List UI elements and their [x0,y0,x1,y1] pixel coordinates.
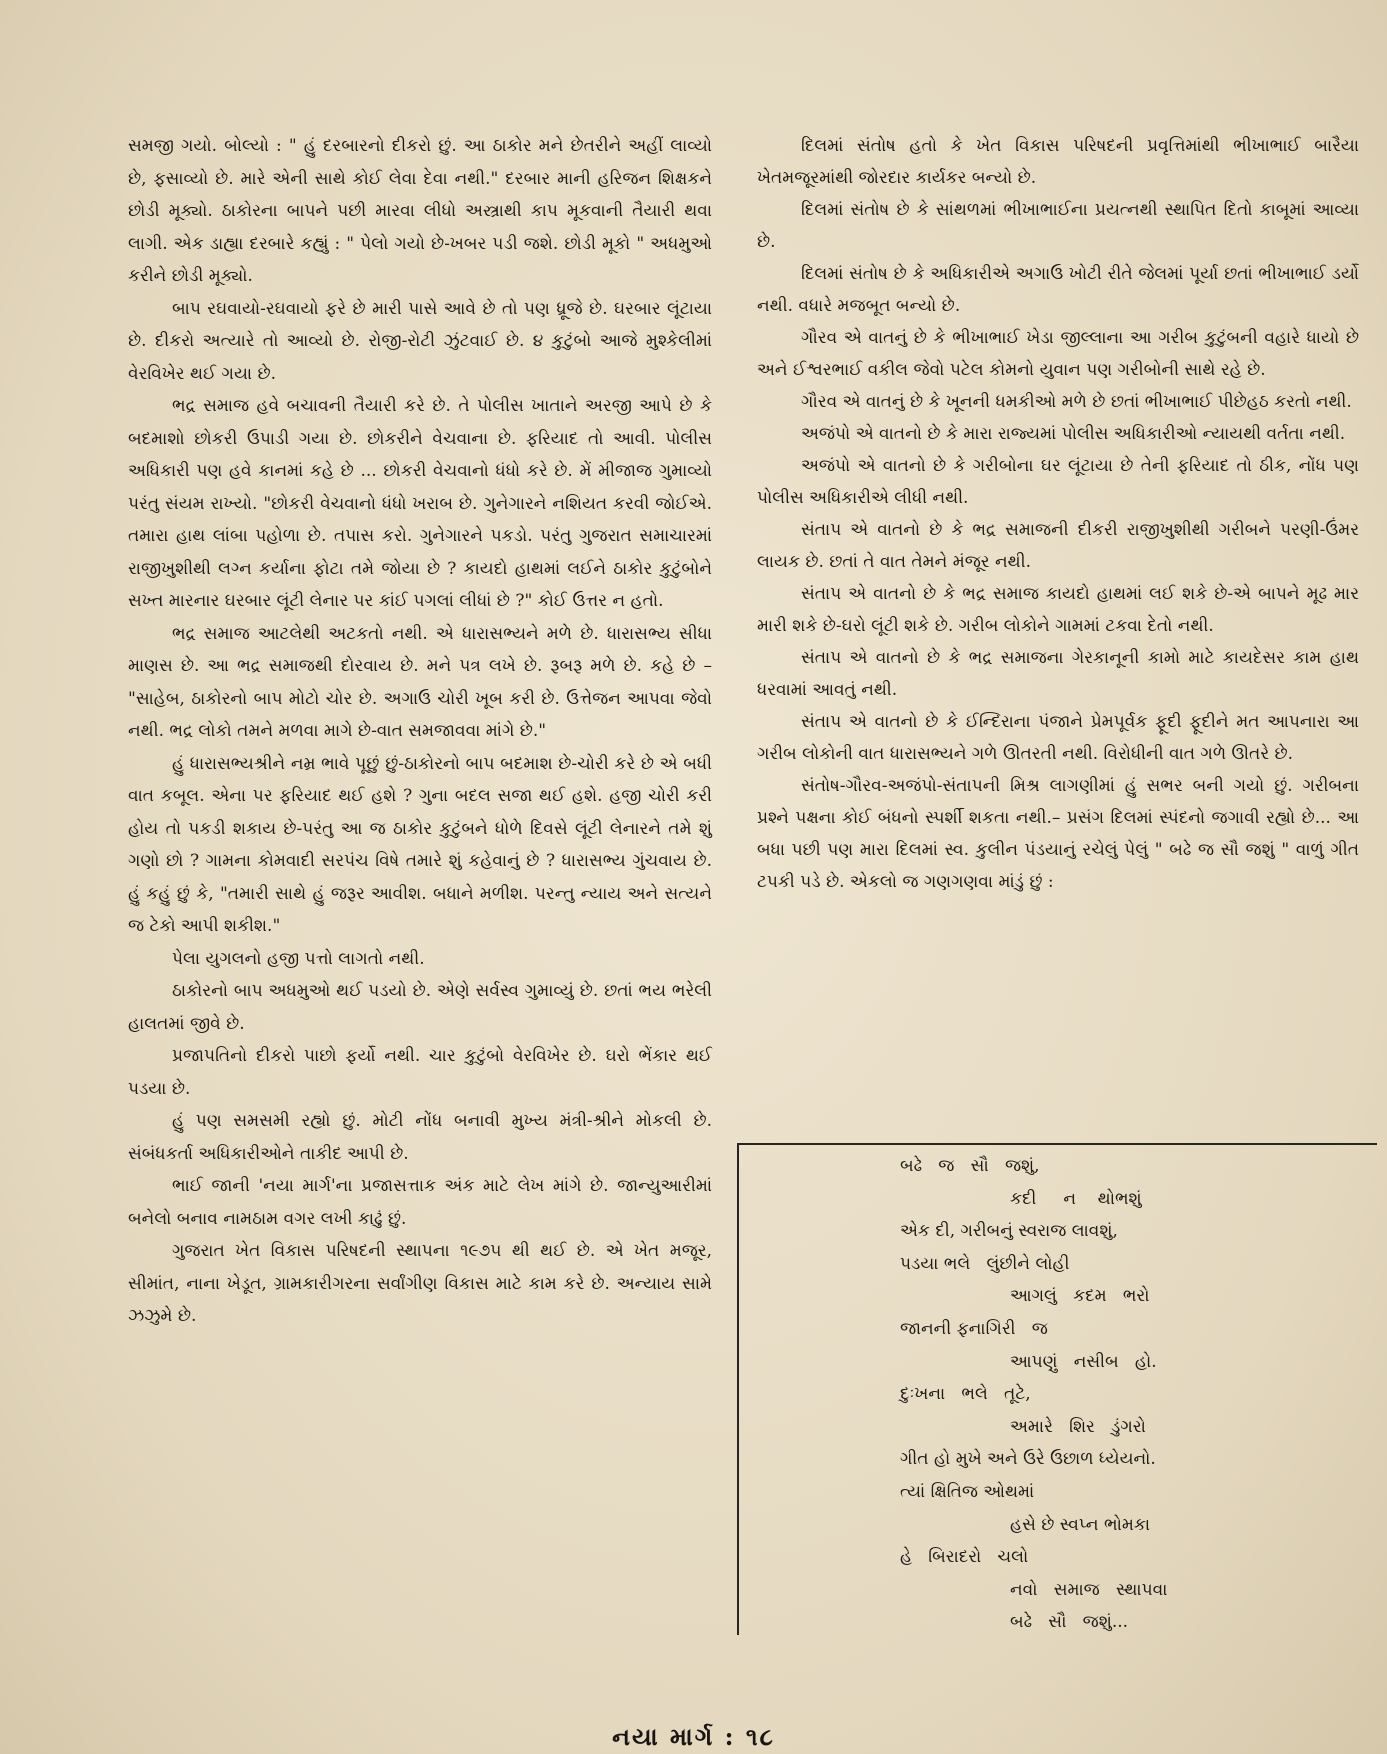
paragraph: ગૌરવ એ વાતનું છે કે ભીખાભાઈ ખેડા જીલ્લાના આ ગરીબ કુટુંબની વહારે ધાયો છે અને ઈશ્વરભાઈ વકીલ જેવો પટેલ કોમનો યુવાન પણ ગરીબોની સાથે રહે છે. [757,328,1359,380]
paragraph: સંતાપ એ વાતનો છે કે ભદ્ર સમાજના ગેરકાનૂની કામો માટે કાયદેસર કામ હાથ ધરવામાં આવતું નથી. [757,648,1359,700]
poem-line: બઢે જ સૌ જશું, [900,1156,1040,1176]
paragraph: હું ધારાસભ્યશ્રીને નમ્ર ભાવે પૂછું છું-ઠાકોરનો બાપ બદમાશ છે-ચોરી કરે છે એ બધી વાત કબૂલ. એના પર ફરિયાદ થઈ હશે ? ગુના બદલ સજા થઈ હશે. હજી ચોરી કરી હોય તો પકડી શકાય છે-પરંતુ આ જ ઠાકોર કુટુંબને ધોળે દિવસે લૂંટી લેનારને તમે શું ગણો છો ? ગામના કોમવાદી સરપંચ વિષે તમારે શું કહેવાનું છે ? ધારાસભ્ય ગુંચવાય છે. હું કહું છું કે, "તમારી સાથે હું જરૂર આવીશ. બધાને મળીશ. પરન્તુ ન્યાય અને સત્યને જ ટેકો આપી શકીશ." [128,753,712,936]
poem-line: એક દી, ગરીબનું સ્વરાજ લાવશું, [900,1221,1118,1242]
poem-line: ગીત હો મુખે અને ઉરે ઉછાળ ધ્યેયનો. [900,1449,1156,1470]
poem [900,1150,1320,1639]
poem-line: હસે છે સ્વપ્ન ભોમકા [1010,1514,1150,1535]
poem-line: નવો સમાજ સ્થાપવા [1010,1579,1168,1600]
paragraph: સંતોષ-ગૌરવ-અજંપો-સંતાપની મિશ્ર લાગણીમાં હું સભર બની ગયો છું. ગરીબના પ્રશ્ને પક્ષના કોઈ બંધનો સ્પર્શી શકતા નથી.– પ્રસંગ દિલમાં સ્પંદનો જગાવી રહ્યો છે... આ બધા પછી પણ મારા દિલમાં સ્વ. કુલીન પંડયાનું રચેલું પેલું " બઢે જ સૌ જશું " વાળું ગીત ટપકી પડે છે. એકલો જ ગણગણવા માંડું છું : [757,776,1359,892]
poem-line: બઢે સૌ જશું... [1010,1612,1129,1633]
paragraph: બાપ રઘવાયો-રઘવાયો ફરે છે મારી પાસે આવે છે તો પણ ધ્રૂજે છે. ઘરબાર લૂંટાયા છે. દીકરો અત્યારે તો આવ્યો છે. રોજી-રોટી ઝુંટવાઈ છે. ૪ કુટુંબો આજે મુશ્કેલીમાં વેરવિખેર થઈ ગયા છે. [128,298,712,384]
poem-line: હે બિરાદરો ચલો [900,1547,1029,1568]
poem-line: ત્યાં ક્ષિતિજ ઓથમાં [900,1481,1035,1502]
paragraph: અજંપો એ વાતનો છે કે મારા રાજ્યમાં પોલીસ અધિકારીઓ ન્યાયથી વર્તતા નથી. [801,424,1346,444]
poem-line: કદી ન થોભશું [1010,1188,1142,1209]
paragraph: સંતાપ એ વાતનો છે કે ભદ્ર સમાજ કાયદો હાથમાં લઈ શકે છે-એ બાપને મૂઢ માર મારી શકે છે-ઘરો લૂંટી શકે છે. ગરીબ લોકોને ગામમાં ટકવા દેતો નથી. [757,584,1359,636]
paragraph: સમજી ગયો. બોલ્યો : " હું દરબારનો દીકરો છું. આ ઠાકોર મને છેતરીને અહીં લાવ્યો છે, ફસાવ્યો છે. મારે એની સાથે કોઈ લેવા દેવા નથી." દરબાર માની હરિજન શિક્ષકને છોડી મૂક્યો. ઠાકોરના બાપને પછી મારવા લીધો અસ્ત્રાથી કાપ મૂકવાની તૈયારી થવા લાગી. એક ડાહ્યા દરબારે કહ્યું : " પેલો ગયો છે-ખબર પડી જશે. છોડી મૂકો " અધમુઓ કરીને છોડી મૂક્યો. [128,136,712,286]
paragraph: દિલમાં સંતોષ હતો કે ખેત વિકાસ પરિષદની પ્રવૃત્તિમાંથી ભીખાભાઈ બારૈયા ખેતમજૂરમાંથી જોરદાર કાર્યકર બન્યો છે. [757,136,1359,188]
paragraph: દિલમાં સંતોષ છે કે અધિકારીએ અગાઉ ખોટી રીતે જેલમાં પૂર્યા છતાં ભીખાભાઈ ડર્યો નથી. વધારે મજબૂત બન્યો છે. [757,264,1359,316]
poem-line: પડયા ભલે લુંછીને લોહી [900,1253,1070,1274]
paragraph: સંતાપ એ વાતનો છે કે ભદ્ર સમાજની દીકરી રાજીખુશીથી ગરીબને પરણી-ઉંમર લાયક છે. છતાં તે વાત તેમને મંજૂર નથી. [757,520,1359,572]
paragraph: દિલમાં સંતોષ છે કે સાંથળમાં ભીખાભાઈના પ્રયત્નથી સ્થાપિત દિતો કાબૂમાં આવ્યા છે. [757,200,1359,252]
paragraph: ઠાકોરનો બાપ અધમુઓ થઈ પડયો છે. એણે સર્વસ્વ ગુમાવ્યું છે. છતાં ભય ભરેલી હાલતમાં જીવે છે. [128,981,712,1034]
poem-line: જાનની ફનાગિરી જ [900,1318,1048,1339]
paragraph: સંતાપ એ વાતનો છે કે ઈન્દિરાના પંજાને પ્રેમપૂર્વક ફૂદી ફૂદીને મત આપનારા આ ગરીબ લોકોની વાત ધારાસભ્યને ગળે ઊતરતી નથી. વિરોધીની વાત ગળે ઊતરે છે. [757,712,1359,764]
paragraph: ભદ્ર સમાજ હવે બચાવની તૈયારી કરે છે. તે પોલીસ ખાતાને અરજી આપે છે કે બદમાશો છોકરી ઉપાડી ગયા છે. છોકરીને વેચવાના છે. ફરિયાદ તો આવી. પોલીસ અધિકારી પણ હવે કાનમાં કહે છે ... છોકરી વેચવાનો ધંધો કરે છે. મેં મીજાજ ગુમાવ્યો પરંતુ સંયમ રાખ્યો. "છોકરી વેચવાનો ધંધો ખરાબ છે. ગુનેગારને નશિયત કરવી જોઈએ. તમારા હાથ લાંબા પહોળા છે. તપાસ કરો. ગુનેગારને પકડો. પરંતુ ગુજરાત સમાચારમાં રાજીખુશીથી લગ્ન કર્યાના ફોટા તમે જોયા છે ? કાયદો હાથમાં લઈને ઠાકોર કુટુંબોને સખ્ત મારનાર ઘરબાર લૂંટી લેનાર પર કાંઈ પગલાં લીધાં છે ?" કોઈ ઉત્તર ન હતો. [128,396,712,611]
poem-line: આગલું કદમ ભરો [1010,1286,1150,1307]
page-footer: નયા માર્ગ : ૧૮ [612,1722,775,1751]
poem-line: દુઃખના ભલે તૂટે, [900,1384,1031,1405]
paragraph: હું પણ સમસમી રહ્યો છું. મોટી નોંધ બનાવી મુખ્ય મંત્રી-શ્રીને મોકલી છે. સંબંધકર્તા અધિકારીઓને તાકીદ આપી છે. [128,1111,712,1164]
paragraph: પ્રજાપતિનો દીકરો પાછો ફર્યો નથી. ચાર કુટુંબો વેરવિખેર છે. ઘરો ભેંકાર થઈ પડયા છે. [128,1046,712,1099]
paragraph: અજંપો એ વાતનો છે કે ગરીબોના ઘર લૂંટાયા છે તેની ફરિયાદ તો ઠીક, નોંધ પણ પોલીસ અધિકારીએ લીધી નથી. [757,456,1359,508]
paragraph: ગુજરાત ખેત વિકાસ પરિષદની સ્થાપના ૧૯૭૫ થી થઈ છે. એ ખેત મજૂર, સીમાંત, નાના ખેડૂત, ગ્રામકારીગરના સર્વાંગીણ વિકાસ માટે કામ કરે છે. અન્યાય સામે ઝઝુમે છે. [128,1241,712,1326]
poem-line: આપણું નસીબ હો. [1010,1351,1157,1372]
poem-line: અમારે શિર ડુંગરો [1010,1416,1146,1437]
left-column [128,130,712,1333]
paragraph: પેલા યુગલનો હજી પત્તો લાગતો નથી. [172,948,425,969]
paragraph: ભાઈ જાની 'નયા માર્ગ'ના પ્રજાસત્તાક અંક માટે લેખ માંગે છે. જાન્યુઆરીમાં બનેલો બનાવ નામઠામ વગર લખી કાઢું છું. [128,1176,712,1229]
paragraph: ગૌરવ એ વાતનું છે કે ખૂનની ધમકીઓ મળે છે છતાં ભીખાભાઈ પીછેહઠ કરતો નથી. [801,392,1352,412]
paragraph: ભદ્ર સમાજ આટલેથી અટકતો નથી. એ ધારાસભ્યને મળે છે. ધારાસભ્ય સીધા માણસ છે. આ ભદ્ર સમાજથી દોરવાય છે. મને પત્ર લખે છે. રૂબરૂ મળે છે. કહે છે – "સાહેબ, ઠાકોરનો બાપ મોટો ચોર છે. અગાઉ ચોરી ખૂબ કરી છે. ઉત્તેજન આપવા જેવો નથી. ભદ્ર લોકો તમને મળવા માગે છે-વાત સમજાવવા માંગે છે." [128,623,712,741]
right-column [757,130,1359,898]
